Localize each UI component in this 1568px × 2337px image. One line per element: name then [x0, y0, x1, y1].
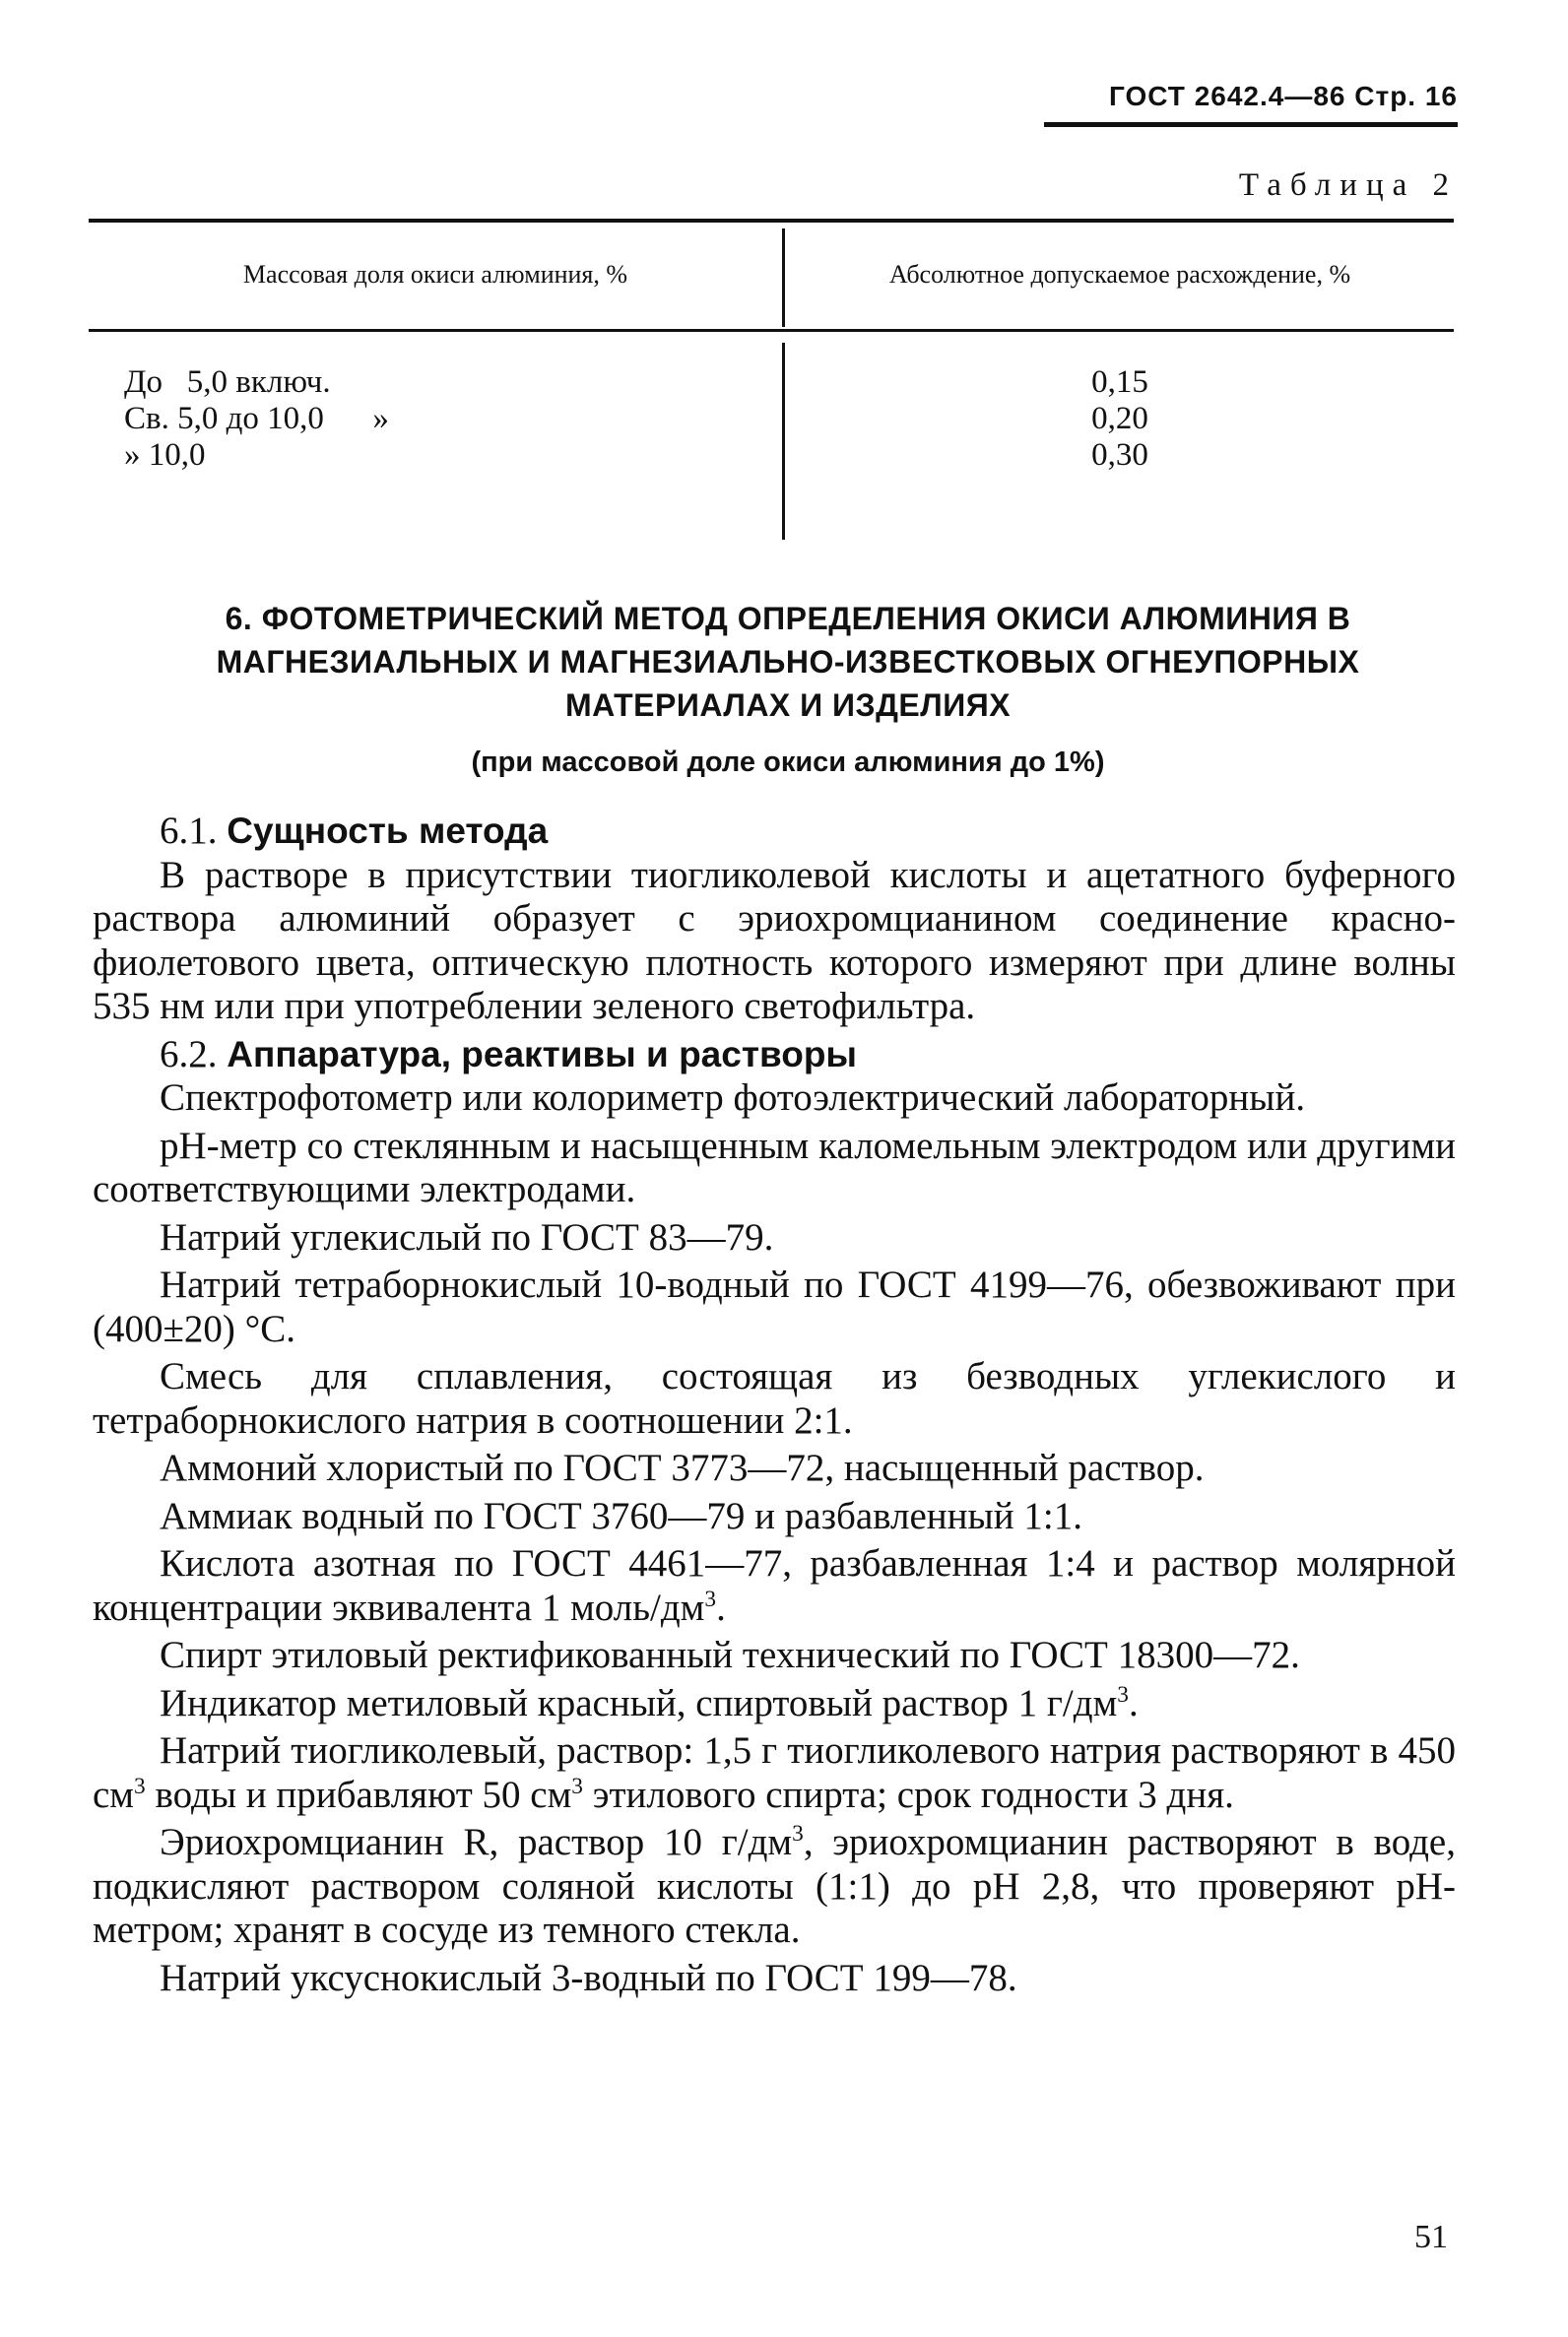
clause-heading [160, 810, 1456, 854]
superscript: 3 [792, 1821, 804, 1847]
table-cell: Св. 5,0 до 10,0 » [124, 401, 389, 436]
text-run: Эриохромцианин R, раствор 10 г/дм [160, 1821, 793, 1863]
superscript: 3 [704, 1586, 717, 1612]
paragraph: Натрий уксуснокислый 3-водный по ГОСТ 199—78. [160, 1956, 1017, 1999]
text-run: Кислота азотная по ГОСТ 4461—77, разбавленная 1:4 и раствор молярной концентрации эквивалента 1 моль/дм [93, 1542, 1456, 1629]
paragraph: Спирт этиловый ректификованный технический по ГОСТ 18300—72. [160, 1634, 1300, 1676]
section-title-line: МАТЕРИАЛАХ И ИЗДЕЛИЯХ [564, 687, 1012, 723]
table-cell: » 10,0 [124, 437, 206, 473]
table-column-divider [782, 343, 785, 540]
text-run: , эриохромцианин растворяют в воде, подкисляют раствором соляной кислоты (1:1) до pH 2,8, что проверяют pH-метром; хранят в сосуде из темного стекла. [93, 1821, 1456, 1951]
tolerance-table [89, 219, 1454, 546]
paragraph: Спектрофотометр или колориметр фотоэлектрический лабораторный. [160, 1076, 1306, 1119]
table-cell: 0,20 [1091, 401, 1148, 436]
table-header-fraction: Массовая доля окиси алюминия, % [242, 260, 628, 289]
table-cell: До 5,0 включ. [124, 364, 331, 400]
table-cell: 0,15 [1091, 364, 1148, 400]
table-column-tolerance [786, 364, 1454, 474]
clause-number: 6.1. [160, 810, 218, 852]
paragraph: pH-метр со стеклянным и насыщенным каломельным электродом или другими соответствующими электродами. [93, 1124, 1456, 1210]
paragraph: Натрий углекислый по ГОСТ 83—79. [160, 1215, 774, 1259]
running-head: ГОСТ 2642.4—86 Стр. 16 [1044, 81, 1458, 127]
text-run: этилового спирта; срок годности 3 дня. [582, 1773, 1234, 1816]
section-title [118, 597, 1458, 727]
section-subtitle: (при массовой доле окиси алюминия до 1%) [471, 747, 1105, 778]
clause-title: Аппаратура, реактивы и растворы [227, 1033, 858, 1074]
paragraph: В растворе в присутствии тиогликолевой кислоты и ацетатного буферного раствора алюминий образует с эриохромцианином соединение красно-фиолетового цвета, оптическую плотность которого измеряют при длине волны 535 нм или при употреблении зеленого светофильтра. [93, 853, 1456, 1027]
superscript: 3 [571, 1773, 583, 1799]
paragraph: Индикатор метиловый красный, спиртовый раствор 1 $г/дм^3$. [160, 1681, 1139, 1724]
paragraph [93, 1729, 1456, 1817]
table-caption: Таблица 2 [1238, 167, 1458, 203]
paragraph: Кислота азотная по ГОСТ 4461—77, разбавленная 1:4 и раствор молярной концентрации эквивалента 1 моль/$дм^3$. [93, 1542, 1456, 1629]
clause-title: Сущность метода [227, 811, 549, 851]
table-header-rule [89, 329, 1454, 332]
paragraph: Натрий тетраборнокислый 10-водный по ГОСТ 4199—76, обезвоживают при (400±20) °С. [93, 1264, 1456, 1350]
table-column-divider [782, 228, 785, 327]
table-header-tolerance: Абсолютное допускаемое расхождение, % [888, 260, 1351, 289]
section-title-line: МАГНЕЗИАЛЬНЫХ И МАГНЕЗИАЛЬНО-ИЗВЕСТКОВЫХ ОГНЕУПОРНЫХ [216, 644, 1360, 680]
table-top-rule [89, 219, 1454, 223]
section-title-line: 6. ФОТОМЕТРИЧЕСКИЙ МЕТОД ОПРЕДЕЛЕНИЯ ОКИСИ АЛЮМИНИЯ В [225, 601, 1351, 636]
table-cell: 0,30 [1091, 437, 1148, 473]
table-column-fraction [124, 364, 389, 474]
paragraph: Смесь для сплавления, состоящая из безводных углекислого и тетраборнокислого натрия в соотношении 2:1. [93, 1355, 1456, 1442]
paragraph: Аммоний хлористый по ГОСТ 3773—72, насыщенный раствор. [160, 1447, 1205, 1489]
text-run: воды и прибавляют 50 см [145, 1773, 572, 1816]
paragraph [93, 1821, 1456, 1953]
superscript: 3 [1117, 1681, 1129, 1708]
page-number: 51 [1414, 2219, 1448, 2255]
text-run: Индикатор метиловый красный, спиртовый раствор 1 г/дм [160, 1681, 1118, 1724]
document-body [93, 810, 1456, 2004]
superscript: 3 [134, 1773, 146, 1799]
text-run: Натрий тиогликолевый, раствор: 1,5 г тиогликолевого натрия растворяют в 450 см [93, 1729, 1456, 1816]
paragraph: Аммиак водный по ГОСТ 3760—79 и разбавленный 1:1. [160, 1494, 1082, 1537]
clause-number: 6.2. [160, 1032, 218, 1075]
clause-heading [160, 1033, 1456, 1077]
